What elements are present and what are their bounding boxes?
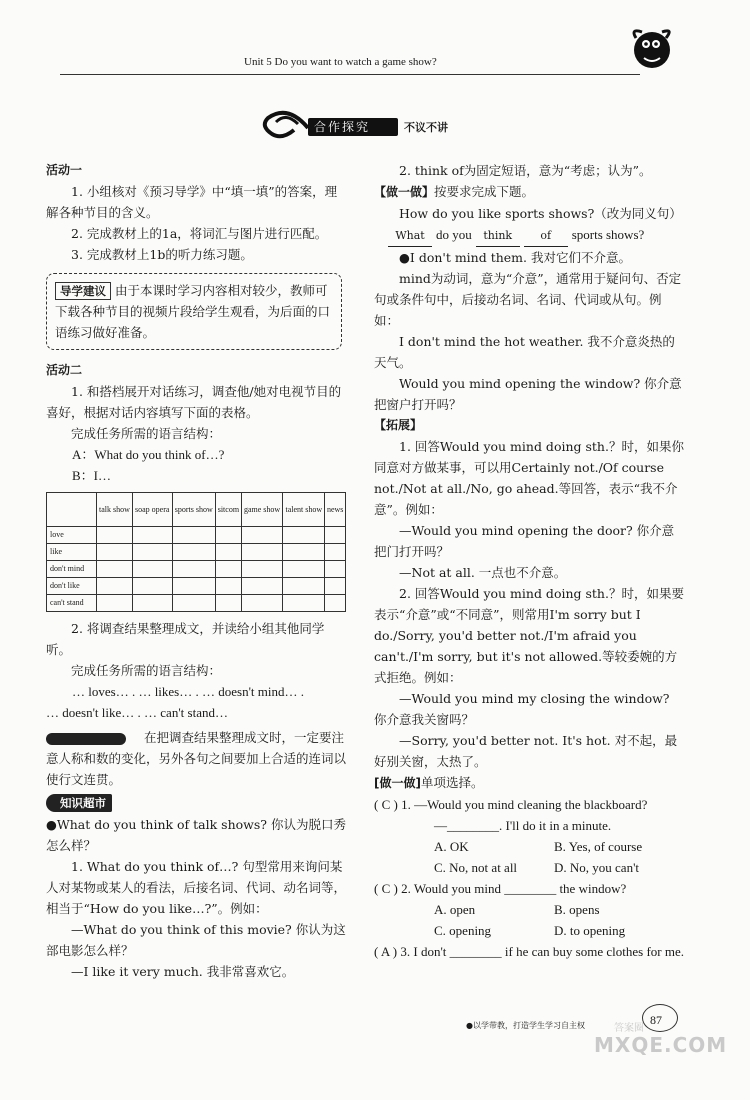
activity-1-item: 3. 完成教材上1b的听力练习题。 [71, 247, 253, 262]
extension-1-q: —Would you mind opening the door? 你介意把门打开吗？ [374, 523, 675, 559]
table-header-cell: news [325, 493, 346, 527]
table-row [47, 544, 346, 561]
practice-label: [做一做] [374, 776, 421, 790]
do-it-label: 【做一做】 [374, 185, 435, 199]
activity-2-title: 活动二 [46, 363, 83, 377]
table-cell[interactable] [132, 595, 172, 612]
fill-text: do you [435, 227, 472, 242]
table-cell[interactable] [241, 527, 283, 544]
table-header-cell: sports show [172, 493, 215, 527]
table-cell[interactable] [97, 595, 133, 612]
table-cell[interactable] [97, 544, 133, 561]
header-divider [60, 74, 640, 75]
option[interactable]: A. OK [434, 839, 469, 854]
answer-q1[interactable]: C [381, 797, 391, 812]
structure-2-line-1: … loves… . … likes… . … doesn't mind… . [72, 684, 305, 699]
extension-2-q: —Would you mind my closing the window? 你介意我关窗吗？ [374, 691, 670, 727]
table-cell[interactable] [283, 595, 325, 612]
table-cell[interactable] [283, 544, 325, 561]
table-cell[interactable] [172, 544, 215, 561]
extension-2: 2. 回答Would you mind doing sth.？时，如果要表示“介意”或“不同意”，则常用I'm sorry but I do./Sorry, you'd better not./I'm afraid you can't./I'm sorry, but it's not allowed.等较委婉的方式拒绝。例如： [374, 586, 684, 685]
table-cell[interactable] [241, 578, 283, 595]
table-header-cell: talent show [283, 493, 325, 527]
option[interactable]: D. No, you can't [554, 860, 640, 875]
teaching-tip-box [46, 273, 342, 350]
answer-blank[interactable]: of [524, 225, 568, 247]
table-header-cell: talk show [97, 493, 133, 527]
table-cell[interactable] [172, 527, 215, 544]
activity-2-item-2: 2. 将调查结果整理成文，并读给小组其他同学听。 [46, 621, 325, 657]
footer-motto: ●以学带教，打造学生学习自主权 [466, 1021, 585, 1030]
table-cell[interactable] [216, 578, 242, 595]
structure-2-line-2: … doesn't like… . … can't stand… [46, 705, 228, 720]
tip-text: 由于本课时学习内容相对较少，教师可下载各种节目的视频片段给学生观看，为后面的口语练习做好准备。 [55, 283, 331, 340]
structure-line-a: A：What do you think of…? [72, 447, 225, 462]
example-answer: —I like it very much. 我非常喜欢它。 [71, 964, 295, 979]
structure-label-2: 完成任务所需的语言结构： [71, 663, 222, 678]
table-cell[interactable] [283, 578, 325, 595]
mind-example-2: Would you mind opening the window? 你介意把窗户打开吗？ [374, 376, 682, 412]
table-cell[interactable] [216, 595, 242, 612]
option[interactable]: B. Yes, of course [554, 839, 643, 854]
table-header-row [47, 493, 346, 527]
table-cell[interactable] [132, 561, 172, 578]
mind-example: ●I don't mind them. 我对它们不介意。 [399, 250, 631, 265]
option[interactable]: B. opens [554, 902, 600, 917]
table-cell[interactable] [325, 595, 346, 612]
question-1: ( C ) 1. —Would you mind cleaning the blackboard? [374, 797, 648, 812]
note-paragraph [46, 727, 346, 790]
question-3: ( A ) 3. I don't ________ if he can buy some clothes for me. [374, 944, 684, 959]
table-cell[interactable] [325, 561, 346, 578]
extension-1-a: —Not at all. 一点也不介意。 [399, 565, 567, 580]
question-1-reply: —________. I'll do it in a minute. [434, 818, 612, 833]
table-row [47, 595, 346, 612]
option[interactable]: C. opening [434, 923, 492, 938]
table-row [47, 527, 346, 544]
answer-q2[interactable]: C [381, 881, 391, 896]
table-cell[interactable] [172, 561, 215, 578]
table-cell[interactable] [325, 527, 346, 544]
practice-text: 单项选择。 [420, 775, 484, 790]
table-header-cell: game show [241, 493, 283, 527]
row-label: don't like [47, 578, 97, 595]
note-text: 在把调查结果整理成文时，一定要注意人称和数的变化，另外各句之间要加上合适的连词以使行文连贯。 [46, 730, 347, 787]
table-cell[interactable] [283, 527, 325, 544]
unit-title: Unit 5 Do you want to watch a game show? [244, 56, 437, 68]
table-cell[interactable] [97, 561, 133, 578]
question-2-options-row [374, 920, 684, 941]
tip-label: 导学建议 [55, 282, 111, 300]
table-row [47, 561, 346, 578]
section-banner [258, 104, 488, 144]
knowledge-point-2: 1. What do you think of…? 句型常用来询问某人对某物或某人的看法，后接名词、代词、动名词等，相当于“How do you like…?”。例如： [46, 859, 347, 916]
banner-title: 合作探究 [314, 120, 371, 134]
swirl-icon [258, 104, 314, 144]
answer-blank[interactable]: What [388, 225, 432, 247]
banner-subtitle: 不议不讲 [404, 121, 448, 134]
mascot-icon [622, 24, 680, 74]
question-2: ( C ) 2. Would you mind ________ the window? [374, 881, 627, 896]
table-cell[interactable] [216, 527, 242, 544]
rewrite-question: How do you like sports shows?（改为同义句） [399, 206, 682, 221]
mind-example-1: I don't mind the hot weather. 我不介意炎热的天气。 [374, 334, 675, 370]
watermark-text: 答案圈 [614, 1023, 644, 1034]
table-cell[interactable] [283, 561, 325, 578]
table-cell[interactable] [325, 578, 346, 595]
question-2-text: 2. Would you mind ________ the window? [401, 881, 627, 896]
example-question: —What do you think of this movie? 你认为这部电影怎么样？ [46, 922, 346, 958]
table-cell[interactable] [132, 544, 172, 561]
activity-2-item-1: 1. 和搭档展开对话练习，调查他/她对电视节目的喜好，根据对话内容填写下面的表格。 [46, 384, 342, 420]
table-row [47, 578, 346, 595]
note-bar-icon [46, 733, 126, 745]
survey-table [46, 492, 346, 612]
table-cell[interactable] [97, 578, 133, 595]
table-header-cell [47, 493, 97, 527]
structure-line-b: B：I… [72, 468, 112, 483]
table-cell[interactable] [172, 595, 215, 612]
table-cell[interactable] [97, 527, 133, 544]
table-cell[interactable] [132, 578, 172, 595]
row-label: don't mind [47, 561, 97, 578]
question-3-text: 3. I don't ________ if he can buy some clothes for me. [400, 944, 684, 959]
activity-1-item: 2. 完成教材上的1a，将词汇与图片进行匹配。 [71, 226, 328, 241]
extension-1: 1. 回答Would you mind doing sth.？时，如果你同意对方做某事，可以用Certainly not./Of course not./Not at all./No, go ahead.等回答，表示“我不介意”。例如： [374, 439, 684, 517]
answer-q3[interactable]: A [380, 944, 390, 959]
option[interactable]: C. No, not at all [434, 860, 518, 875]
table-cell[interactable] [216, 561, 242, 578]
row-label: can't stand [47, 595, 97, 612]
mind-explanation: mind为动词，意为“介意”，通常用于疑问句、否定句或条件句中，后接动名词、名词、代词或从句。例如： [374, 271, 682, 328]
question-1-options-row [374, 836, 684, 857]
activity-1-item: 1. 小组核对《预习导学》中“填一填”的答案，理解各种节目的含义。 [46, 184, 338, 220]
row-label: love [47, 527, 97, 544]
knowledge-point-1: ●What do you think of talk shows? 你认为脱口秀怎么样？ [46, 817, 346, 853]
structure-label: 完成任务所需的语言结构： [71, 426, 222, 441]
page-number: 87 [650, 1013, 662, 1027]
table-cell[interactable] [325, 544, 346, 561]
do-it-text: 按要求完成下题。 [434, 184, 535, 199]
table-cell[interactable] [172, 578, 215, 595]
option[interactable]: A. open [434, 902, 476, 917]
table-cell[interactable] [132, 527, 172, 544]
think-of-note: 2. think of为固定短语，意为“考虑；认为”。 [399, 163, 652, 178]
fill-answer-line [374, 224, 684, 247]
knowledge-label: 知识超市 [46, 794, 112, 812]
option[interactable]: D. to opening [554, 923, 626, 938]
answer-blank[interactable]: think [476, 225, 520, 247]
table-cell[interactable] [216, 544, 242, 561]
watermark-url: MXQE.COM [594, 1033, 728, 1057]
row-label: like [47, 544, 97, 561]
question-1-text: 1. —Would you mind cleaning the blackboard? [401, 797, 648, 812]
table-cell[interactable] [241, 595, 283, 612]
table-cell[interactable] [241, 561, 283, 578]
fill-text: sports shows? [571, 227, 645, 242]
table-header-cell: sitcom [216, 493, 242, 527]
question-1-options-row [374, 857, 684, 878]
activity-1-title: 活动一 [46, 163, 83, 177]
extension-label: 【拓展】 [374, 418, 423, 432]
table-cell[interactable] [241, 544, 283, 561]
table-header-cell: soap opera [132, 493, 172, 527]
left-column [46, 160, 346, 982]
right-column [374, 160, 684, 962]
extension-2-a: —Sorry, you'd better not. It's hot. 对不起，最好别关窗，太热了。 [374, 733, 678, 769]
question-2-options-row [374, 899, 684, 920]
